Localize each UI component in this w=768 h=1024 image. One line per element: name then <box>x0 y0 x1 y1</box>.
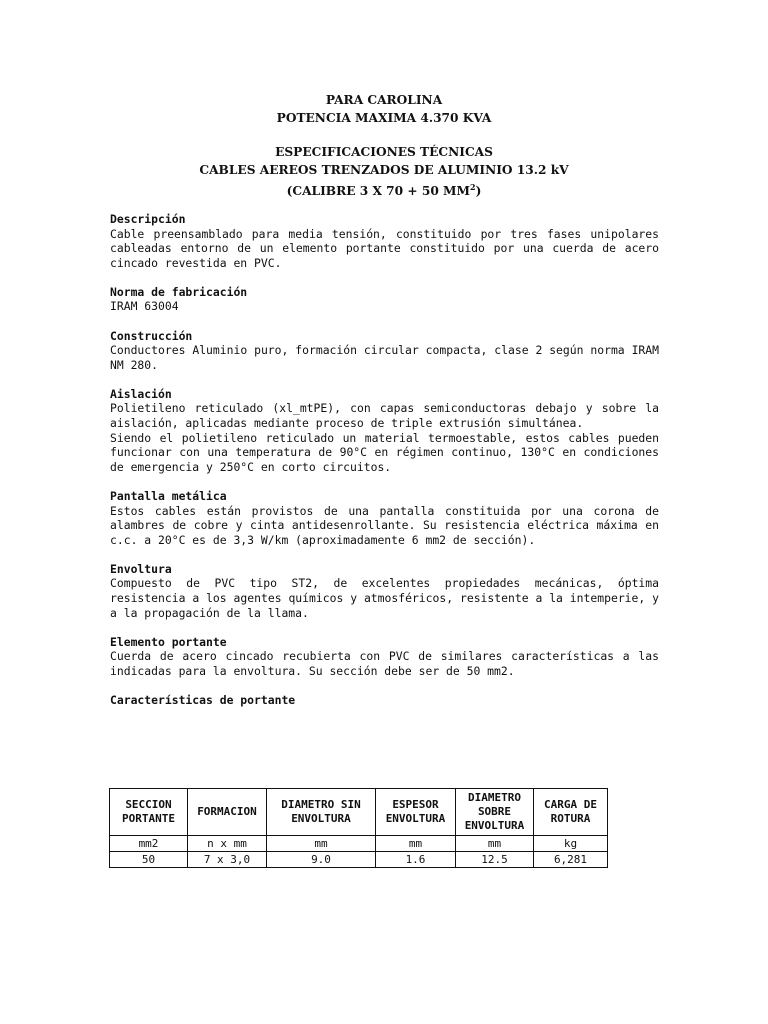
section-descripcion <box>110 212 659 270</box>
header-line-power: POTENCIA MAXIMA 4.370 KVA <box>276 110 492 125</box>
table-unit-cell: mm <box>376 836 456 852</box>
section-text: Compuesto de PVC tipo ST2, de excelentes propiedades mecánicas, óptima resistencia a los agentes químicos y atmosféricos, resistente a la intemperie, y a la propagación de la llama. <box>110 576 659 620</box>
section-text: Cuerda de acero cincado recubierta con PVC de similares características a las indicadas para la envoltura. Su sección debe ser de 50 mm2. <box>110 649 659 678</box>
table-value-cell: 1.6 <box>376 852 456 868</box>
header-line-cables: CABLES AEREOS TRENZADOS DE ALUMINIO 13.2 kV <box>199 162 569 177</box>
table-unit-cell: n x mm <box>188 836 267 852</box>
table-value-cell: 7 x 3,0 <box>188 852 267 868</box>
table-header-cell: DIAMETRO SOBRE ENVOLTURA <box>456 789 534 836</box>
section-text: Cable preensamblado para media tensión, constituido por tres fases unipolares cableadas entorno de un elemento portante constituido por una cuerda de acero cincado revestida en PVC. <box>110 226 659 270</box>
table-value-cell: 50 <box>110 852 188 868</box>
table-value-cell: 9.0 <box>267 852 376 868</box>
section-text: Polietileno reticulado (xl_mtPE), con capas semiconductoras debajo y sobre la aislación, aplicadas mediante proceso de triple extrusión simultánea. <box>110 401 659 431</box>
section-aislacion <box>110 387 659 475</box>
table-header-cell: CARGA DE ROTURA <box>534 789 608 836</box>
table-header-cell: DIAMETRO SIN ENVOLTURA <box>267 789 376 836</box>
section-text: Conductores Aluminio puro, formación circular compacta, clase 2 según norma IRAM NM 280. <box>110 343 659 372</box>
section-title: Norma de fabricación <box>110 284 248 299</box>
table-row <box>110 852 608 868</box>
section-title: Descripción <box>110 212 186 226</box>
portante-table <box>109 788 608 868</box>
section-pantalla <box>110 489 659 547</box>
table-header-row <box>110 789 608 836</box>
table-unit-cell: mm <box>267 836 376 852</box>
section-title: Pantalla metálica <box>110 488 227 503</box>
section-text: IRAM 63004 <box>110 299 179 314</box>
document-body <box>110 212 659 722</box>
header-line-caliber: (CALIBRE 3 X 70 + 50 $MM^2$) <box>286 182 482 199</box>
table-units-row <box>110 836 608 852</box>
header-line-spec: ESPECIFICACIONES TÉCNICAS <box>275 145 493 159</box>
section-norma <box>110 285 659 314</box>
section-envoltura <box>110 562 659 620</box>
section-title: Aislación <box>110 386 172 401</box>
section-elemento-portante <box>110 635 659 679</box>
section-title: Construcción <box>110 328 193 343</box>
table-header-cell: FORMACION <box>188 789 267 836</box>
section-title: Características de portante <box>110 692 296 707</box>
section-text: Estos cables están provistos de una pantalla constituida por una corona de alambres de cobre y cinta antidesenrollante. Su resistencia eléctrica máxima en c.c. a 20°C es de 3,3 W/km (aproximadamente 6 mm2 de sección). <box>110 503 659 547</box>
document-header <box>0 92 768 201</box>
table-header-cell: SECCION PORTANTE <box>110 789 188 836</box>
table-unit-cell: mm2 <box>110 836 188 852</box>
table-value-cell: 12.5 <box>456 852 534 868</box>
table-unit-cell: kg <box>534 836 608 852</box>
section-title: Elemento portante <box>110 634 227 649</box>
table-unit-cell: mm <box>456 836 534 852</box>
header-line-recipient: PARA CAROLINA <box>325 93 443 107</box>
table-header-cell: ESPESOR ENVOLTURA <box>376 789 456 836</box>
section-title: Envoltura <box>110 561 172 576</box>
table-value-cell: 6,281 <box>534 852 608 868</box>
section-construccion <box>110 329 659 373</box>
section-text: Siendo el polietileno reticulado un material termoestable, estos cables pueden funcionar con una temperatura de 90°C en régimen continuo, 130°C en condiciones de emergencia y 250°C en corto circuitos. <box>110 430 659 474</box>
section-caracteristicas <box>110 693 659 708</box>
